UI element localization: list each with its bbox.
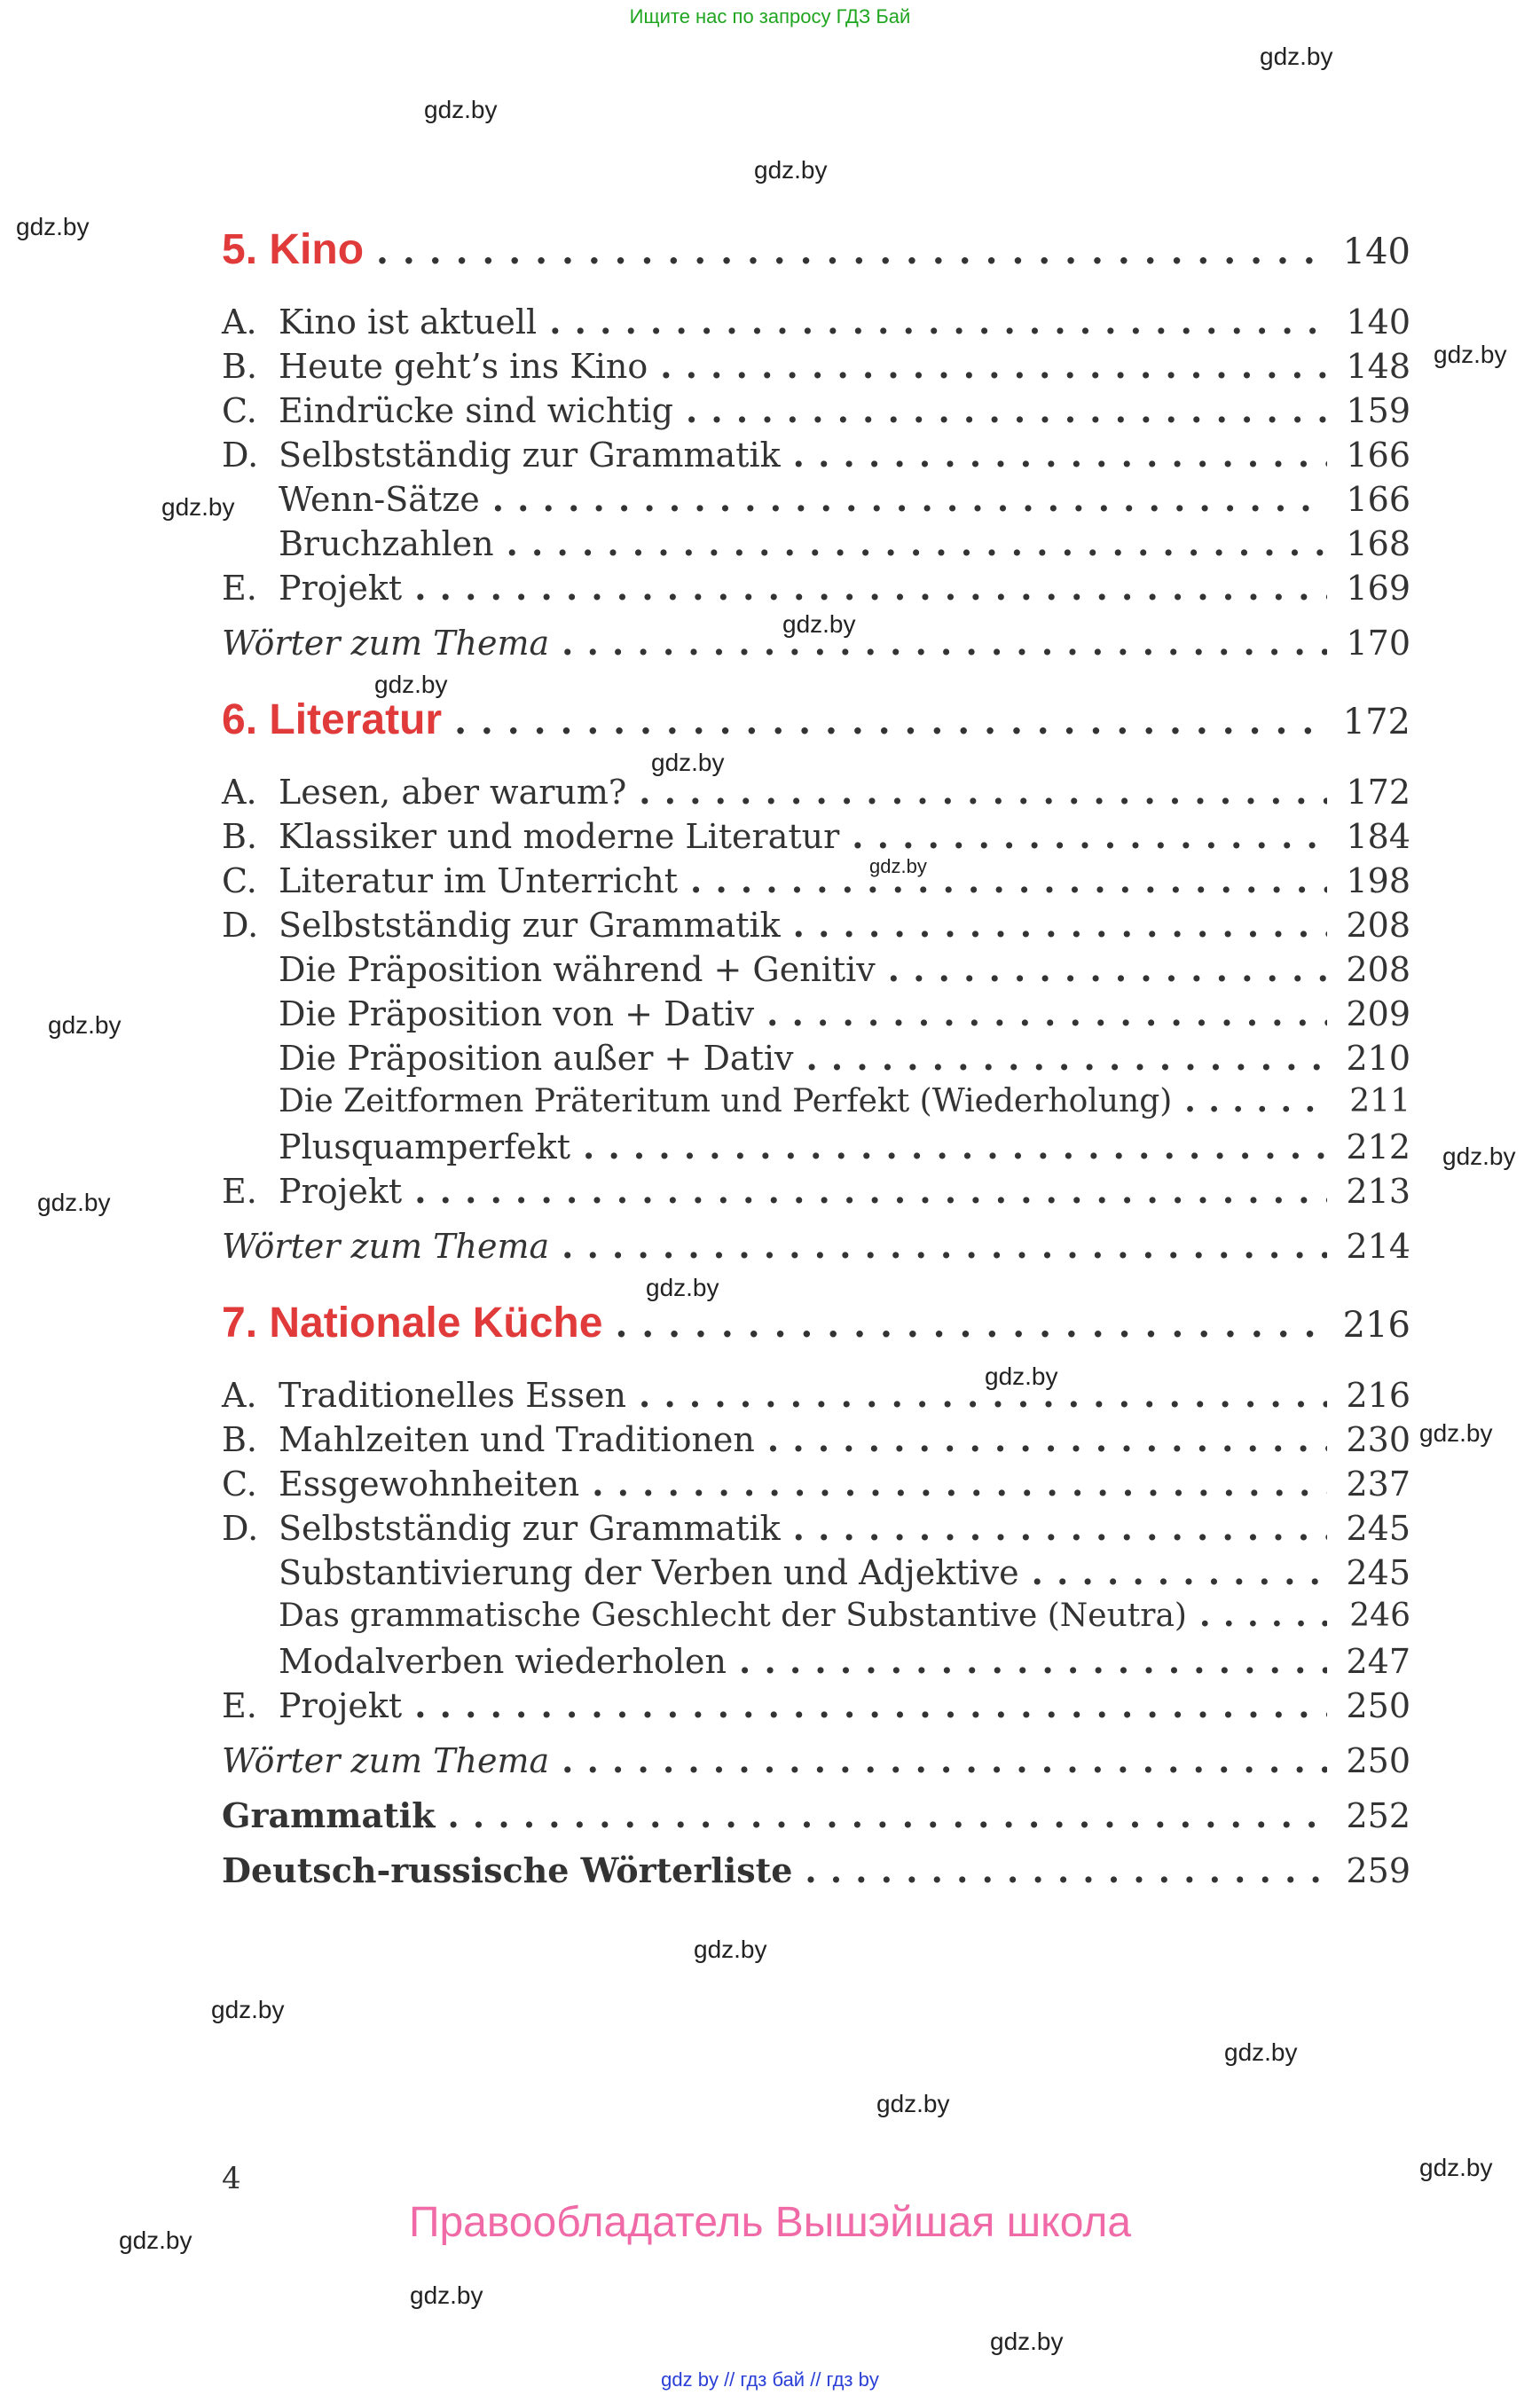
entry-letter: C.	[222, 861, 257, 900]
entry-letter: A.	[222, 1376, 257, 1415]
entry-letter: E.	[222, 1686, 257, 1725]
leader-dots	[660, 346, 1327, 386]
toc-entry	[222, 1419, 1410, 1459]
entry-title: Mahlzeiten und Traditionen	[279, 1420, 755, 1459]
watermark: gdz.by	[1419, 2154, 1493, 2181]
entry-title: Literatur im Unterricht	[279, 861, 678, 900]
entry-title: Selbstständig zur Grammatik	[279, 436, 781, 475]
toc-subentry	[222, 523, 1410, 563]
subentry-title: Die Präposition von + Dativ	[279, 994, 755, 1033]
leader-dots	[507, 523, 1327, 563]
watermark: gdz.by	[1224, 2038, 1298, 2066]
page-ref: 216	[1342, 1305, 1410, 1346]
entry-letter: E.	[222, 1172, 257, 1211]
entry-title: Eindrücke sind wichtig	[279, 391, 673, 430]
toc-vocabulary	[222, 623, 1410, 663]
leader-dots	[414, 1685, 1327, 1725]
subentry-title: Die Zeitformen Präteritum und Perfekt (Wiederholung)	[279, 1083, 1173, 1119]
page-ref: 259	[1346, 1851, 1410, 1890]
toc-entry	[222, 816, 1410, 856]
watermark: gdz.by	[985, 1362, 1058, 1390]
page-number: 4	[222, 2161, 241, 2196]
leader-dots	[767, 1419, 1327, 1459]
leader-dots	[805, 1850, 1327, 1890]
toc-entry	[222, 1508, 1410, 1548]
toc-entry	[222, 1464, 1410, 1504]
subentry-title: Die Präposition außer + Dativ	[279, 1039, 794, 1078]
leader-dots	[639, 772, 1327, 812]
page-ref: 166	[1346, 436, 1410, 475]
entry-letter: E.	[222, 569, 257, 608]
page-ref: 166	[1346, 480, 1410, 519]
toc-subentry	[222, 993, 1410, 1033]
toc-entry	[222, 860, 1410, 900]
page-ref: 172	[1346, 773, 1410, 812]
watermark: gdz.by	[1260, 43, 1333, 70]
page-ref: 208	[1346, 906, 1410, 945]
chapter-title: 5. Kino	[222, 226, 365, 273]
watermark: gdz.by	[990, 2328, 1064, 2355]
appendix-title: Deutsch-russische Wörterliste	[222, 1850, 793, 1890]
page-ref: 213	[1346, 1172, 1410, 1211]
watermark: gdz.by	[754, 156, 828, 184]
toc-subentry	[222, 1127, 1410, 1166]
toc-chapter	[222, 225, 1410, 274]
watermark: gdz.by	[48, 1011, 122, 1039]
entry-title: Traditionelles Essen	[279, 1376, 626, 1415]
toc-subentry	[222, 1082, 1410, 1119]
subentry-title: Die Präposition während + Genitiv	[279, 950, 876, 989]
subentry-title: Plusquamperfekt	[279, 1127, 571, 1166]
leader-dots	[615, 1304, 1327, 1346]
entry-title: Kino ist aktuell	[279, 302, 538, 342]
watermark: gdz.by	[651, 749, 725, 776]
watermark: gdz.by	[876, 2090, 950, 2117]
page-ref: 230	[1346, 1420, 1410, 1459]
entry-title: Selbstständig zur Grammatik	[279, 1509, 781, 1548]
entry-title: Projekt	[279, 1172, 403, 1211]
watermark: gdz.by	[424, 96, 498, 123]
leader-dots	[852, 816, 1327, 856]
page-ref: 245	[1346, 1553, 1410, 1592]
page-ref: 140	[1346, 302, 1410, 342]
entry-letter: D.	[222, 1509, 259, 1548]
watermark: gdz.by	[119, 2226, 192, 2254]
watermark: gdz.by	[869, 855, 927, 877]
page-ref: 184	[1346, 817, 1410, 856]
toc-subentry	[222, 949, 1410, 989]
page-ref: 140	[1342, 232, 1410, 272]
leader-dots	[562, 623, 1327, 663]
watermark: gdz.by	[782, 610, 856, 638]
page-ref: 245	[1346, 1509, 1410, 1548]
entry-letter: C.	[222, 391, 257, 430]
top-banner[interactable]: Ищите нас по запросу ГДЗ Бай	[629, 5, 911, 27]
subentry-title: Modalverben wiederholen	[279, 1642, 727, 1681]
page-ref: 168	[1346, 524, 1410, 563]
chapter-title: 7. Nationale Küche	[222, 1300, 603, 1347]
subentry-title: Bruchzahlen	[279, 524, 494, 563]
leader-dots	[793, 1508, 1327, 1548]
rights-holder: Правообладатель Вышэйшая школа	[408, 2199, 1132, 2246]
toc-subentry	[222, 1038, 1410, 1078]
toc-chapter	[222, 695, 1410, 744]
page-ref: 246	[1349, 1598, 1410, 1634]
leader-dots	[376, 231, 1327, 272]
leader-dots	[690, 860, 1327, 900]
toc-entry	[222, 772, 1410, 812]
leader-dots	[414, 1171, 1327, 1211]
leader-dots	[805, 1038, 1327, 1078]
toc-entry	[222, 302, 1410, 342]
page-ref: 247	[1346, 1642, 1410, 1681]
leader-dots	[454, 701, 1327, 742]
entry-title: Essgewohnheiten	[279, 1465, 580, 1504]
leader-dots	[793, 435, 1327, 475]
watermark: gdz.by	[37, 1189, 111, 1216]
entry-title: Klassiker und moderne Literatur	[279, 817, 840, 856]
watermark: gdz.by	[646, 1274, 719, 1301]
leader-dots	[686, 390, 1327, 430]
page-ref: 172	[1342, 702, 1410, 742]
entry-letter: A.	[222, 302, 257, 342]
entry-letter: C.	[222, 1465, 257, 1504]
toc-chapter	[222, 1299, 1410, 1347]
toc-appendix	[222, 1850, 1410, 1890]
toc-subentry	[222, 1552, 1410, 1592]
subentry-title: Substantivierung der Verben und Adjektive	[279, 1553, 1019, 1592]
entry-title: Lesen, aber warum?	[279, 773, 627, 812]
toc-entry	[222, 568, 1410, 608]
watermark: gdz.by	[1442, 1143, 1516, 1170]
page-ref: 250	[1346, 1686, 1410, 1725]
leader-dots	[1032, 1552, 1327, 1592]
subentry-title: Das grammatische Geschlecht der Substantive (Neutra)	[279, 1598, 1187, 1634]
entry-title: Selbstständig zur Grammatik	[279, 906, 781, 945]
watermark: gdz.by	[374, 671, 448, 698]
watermark: gdz.by	[694, 1936, 767, 1963]
entry-letter: D.	[222, 436, 259, 475]
leader-dots	[562, 1226, 1327, 1266]
entry-letter: B.	[222, 1420, 258, 1459]
page-ref: 214	[1346, 1227, 1410, 1266]
page-ref: 250	[1346, 1741, 1410, 1780]
toc-entry	[222, 905, 1410, 945]
page-ref: 210	[1346, 1039, 1410, 1078]
toc-entry	[222, 1171, 1410, 1211]
entry-title: Heute geht’s ins Kino	[279, 347, 648, 386]
vocabulary-title: Wörter zum Thema	[222, 1227, 550, 1266]
entry-title: Projekt	[279, 1686, 403, 1725]
page-ref: 169	[1346, 569, 1410, 608]
leader-dots	[766, 993, 1327, 1033]
chapter-title: 6. Literatur	[222, 696, 443, 743]
vocabulary-title: Wörter zum Thema	[222, 1741, 550, 1780]
toc-subentry	[222, 1597, 1410, 1634]
toc-entry	[222, 435, 1410, 475]
vocabulary-title: Wörter zum Thema	[222, 624, 550, 663]
page-ref: 212	[1346, 1127, 1410, 1166]
leader-dots	[793, 905, 1327, 945]
page-ref: 198	[1346, 861, 1410, 900]
leader-dots	[414, 568, 1327, 608]
watermark: gdz.by	[161, 493, 235, 521]
toc-entry	[222, 390, 1410, 430]
page-ref: 208	[1346, 950, 1410, 989]
toc-subentry	[222, 1641, 1410, 1681]
leader-dots	[739, 1641, 1327, 1681]
toc-entry	[222, 346, 1410, 386]
watermark: gdz.by	[211, 1996, 285, 2023]
page-ref: 209	[1346, 994, 1410, 1033]
appendix-title: Grammatik	[222, 1795, 436, 1835]
bottom-links[interactable]: gdz by // гдз бай // гдз by	[661, 2368, 879, 2391]
leader-dots	[492, 479, 1327, 519]
toc-subentry	[222, 479, 1410, 519]
page-ref: 252	[1346, 1796, 1410, 1835]
watermark: gdz.by	[16, 213, 90, 240]
page-ref: 170	[1346, 624, 1410, 663]
entry-letter: B.	[222, 347, 258, 386]
watermark: gdz.by	[1419, 1419, 1493, 1447]
watermark: gdz.by	[410, 2281, 483, 2309]
leader-dots	[1199, 1597, 1327, 1634]
watermark: gdz.by	[1434, 341, 1507, 368]
toc-vocabulary	[222, 1740, 1410, 1780]
leader-dots	[592, 1464, 1327, 1504]
entry-title: Projekt	[279, 569, 403, 608]
entry-letter: B.	[222, 817, 258, 856]
leader-dots	[562, 1740, 1327, 1780]
page-ref: 216	[1346, 1376, 1410, 1415]
leader-dots	[639, 1375, 1327, 1415]
page-ref: 159	[1346, 391, 1410, 430]
leader-dots	[549, 302, 1327, 342]
page-ref: 148	[1346, 347, 1410, 386]
leader-dots	[447, 1795, 1327, 1835]
subentry-title: Wenn-Sätze	[279, 480, 480, 519]
page-ref: 211	[1349, 1083, 1410, 1119]
toc-vocabulary	[222, 1226, 1410, 1266]
leader-dots	[888, 949, 1327, 989]
leader-dots	[1184, 1082, 1327, 1119]
entry-letter: D.	[222, 906, 259, 945]
leader-dots	[583, 1127, 1327, 1166]
toc-entry	[222, 1375, 1410, 1415]
toc-entry	[222, 1685, 1410, 1725]
entry-letter: A.	[222, 773, 257, 812]
page-ref: 237	[1346, 1465, 1410, 1504]
toc-appendix	[222, 1795, 1410, 1835]
